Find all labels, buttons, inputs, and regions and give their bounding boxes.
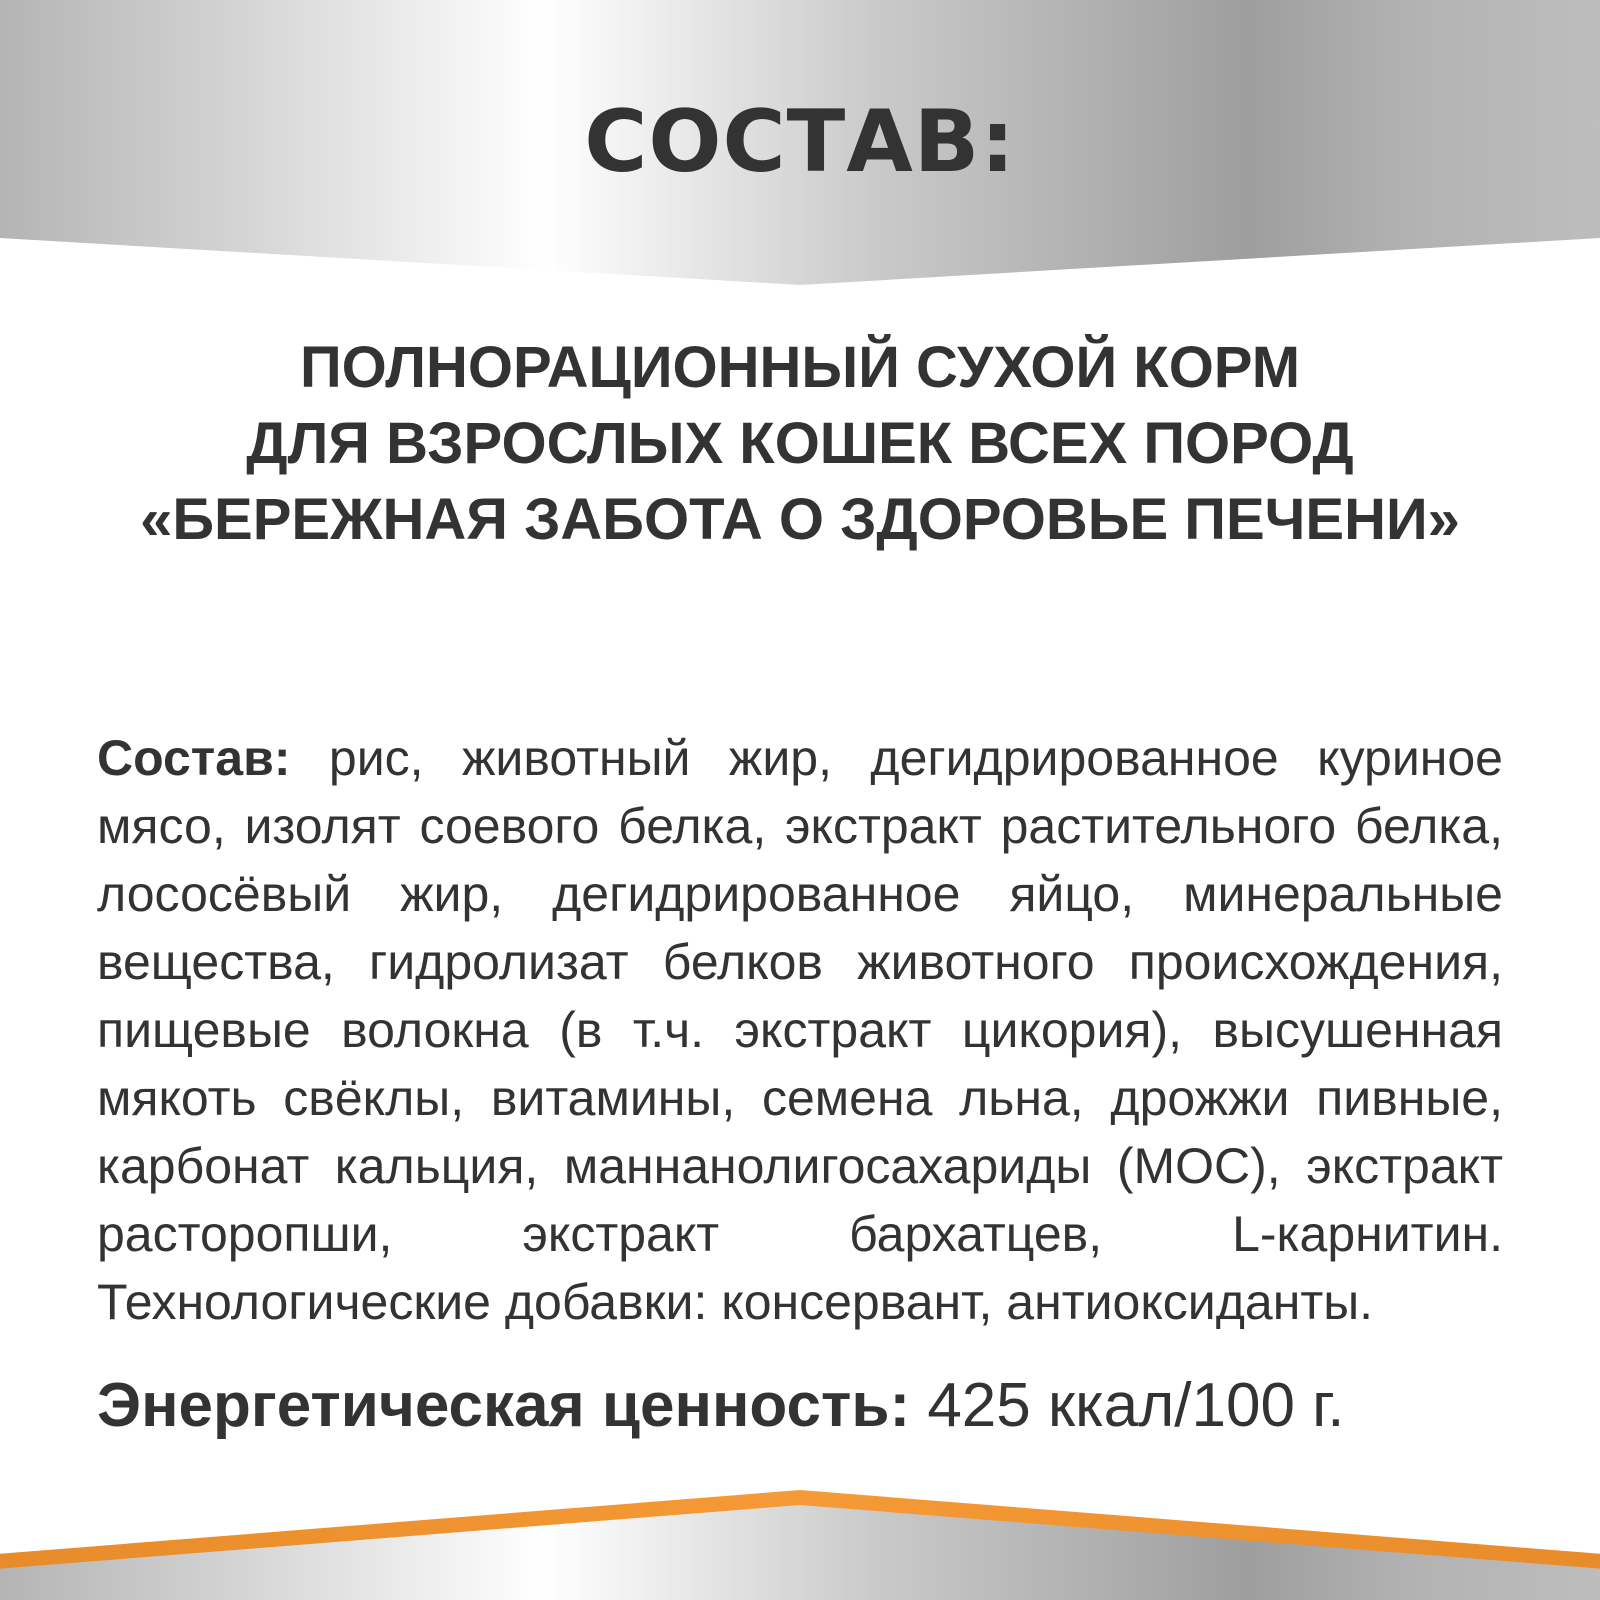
energy-value-line xyxy=(97,1366,1503,1446)
energy-value: 425 ккал/100 г. xyxy=(927,1371,1345,1440)
composition-text: рис, животный жир, дегидрированное куриное мясо, изолят соевого белка, экстракт растительного белка, лососёвый жир, дегидрированное яйцо, минеральные вещества, гидролизат белков животного происхождения, пищевые волокна (в т.ч. экстракт цикория), высушенная мякоть свёклы, витамины, семена льна, дрожжи пивные, карбонат кальция, маннанолигосахариды (МОС), экстракт расторопши, экстракт бархатцев, L-карнитин. Технологические добавки: консервант, антиоксиданты. xyxy=(97,730,1503,1330)
product-name-line-3: «БЕРЕЖНАЯ ЗАБОТА О ЗДОРОВЬЕ ПЕЧЕНИ» xyxy=(140,487,1460,552)
page-title: СОСТАВ: xyxy=(584,92,1016,192)
energy-label: Энергетическая ценность: xyxy=(97,1371,911,1440)
composition-label: Состав: xyxy=(97,730,291,786)
bottom-silver-band xyxy=(0,1505,1600,1600)
product-name-line-1: ПОЛНОРАЦИОННЫЙ СУХОЙ КОРМ xyxy=(299,335,1301,400)
composition-paragraph xyxy=(97,724,1503,1336)
product-name xyxy=(0,330,1600,558)
product-name-line-2: ДЛЯ ВЗРОСЛЫХ КОШЕК ВСЕХ ПОРОД xyxy=(246,411,1354,476)
